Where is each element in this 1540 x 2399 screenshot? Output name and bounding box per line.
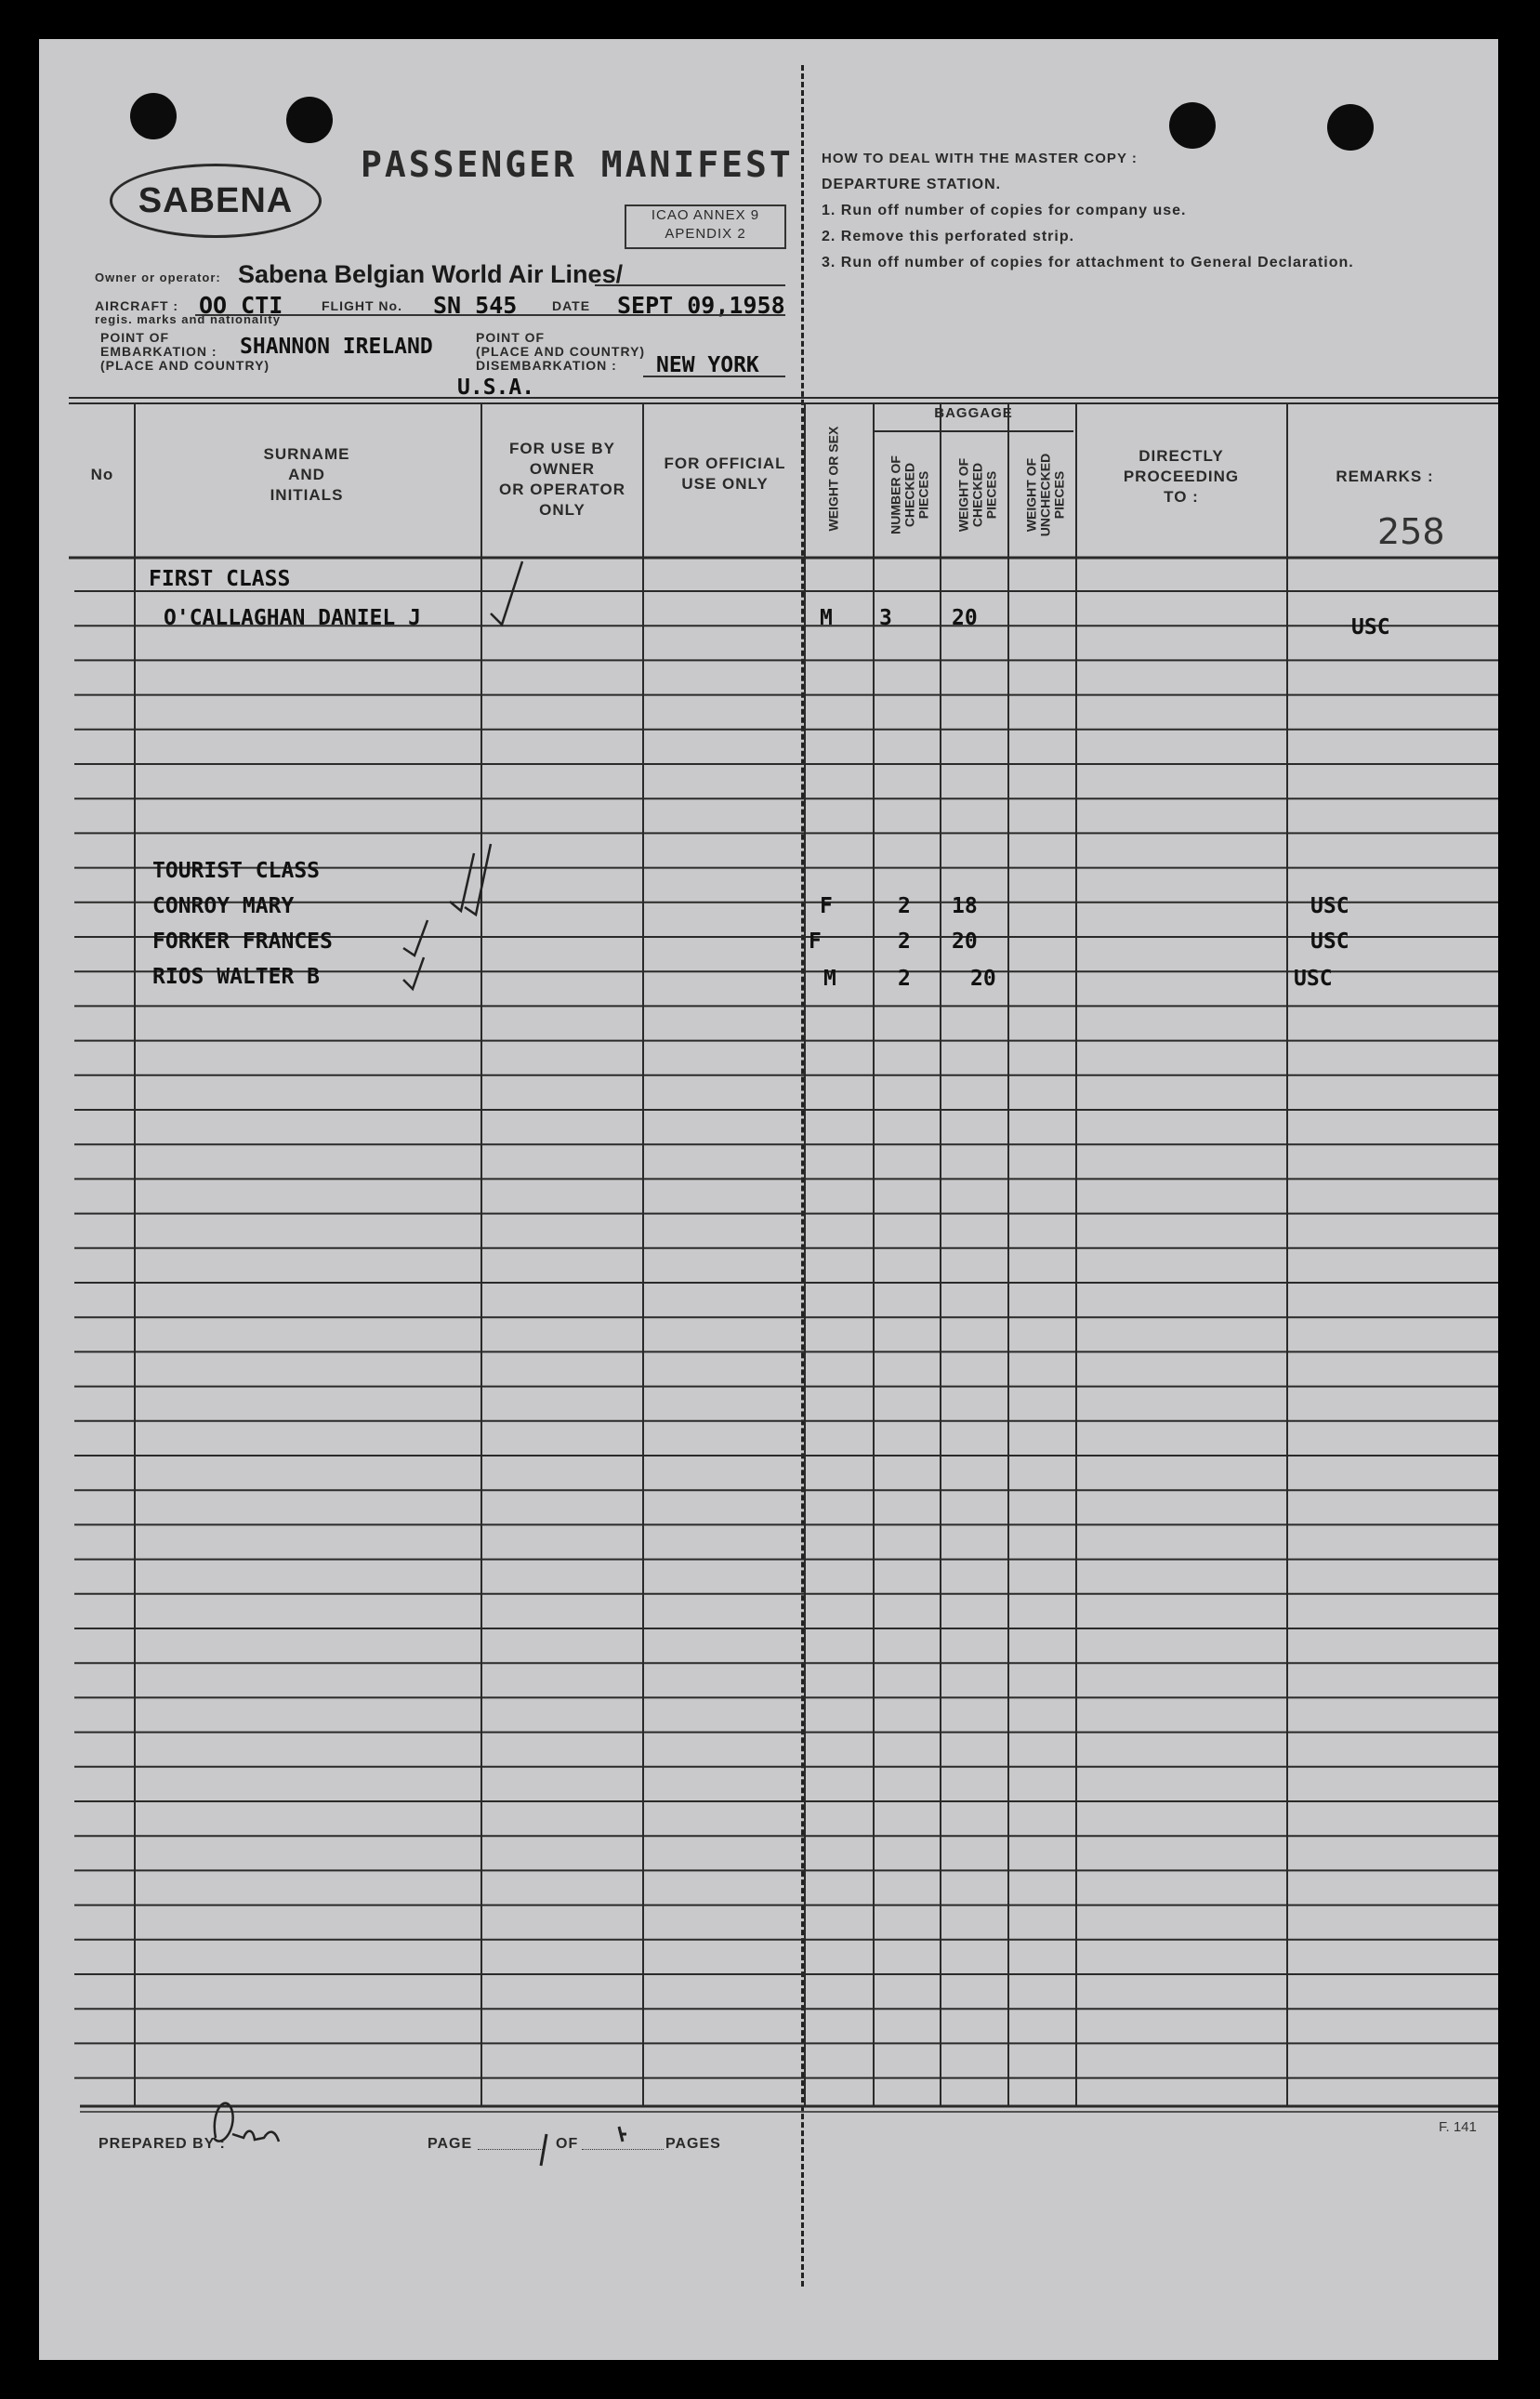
owner-label: Owner or operator:: [95, 270, 221, 284]
instructions-subheading: DEPARTURE STATION.: [822, 177, 1002, 192]
passenger-pieces: 2: [898, 894, 911, 918]
col-checked-weight-3: PIECES: [983, 470, 999, 520]
of-label: OF: [556, 2136, 579, 2152]
passenger-pieces: 2: [898, 967, 911, 991]
col-owner-use-4: ONLY: [539, 501, 586, 519]
passenger-sex: M: [823, 967, 836, 991]
passenger-sex: F: [820, 894, 833, 918]
col-checked-weight-1: WEIGHT OF: [955, 457, 971, 533]
check-mark-icon: [403, 920, 428, 956]
passenger-weight: 20: [952, 606, 978, 630]
passenger-remarks: USC: [1310, 929, 1349, 954]
date-label: DATE: [552, 298, 591, 313]
page-number-stamp: 258: [1377, 511, 1445, 552]
passenger-weight: 18: [952, 894, 978, 918]
col-surname-1: SURNAME: [263, 445, 350, 463]
col-no: No: [90, 466, 114, 483]
flight-value: SN 545: [433, 292, 518, 319]
aircraft-sublabel: regis. marks and nationality: [95, 312, 281, 326]
col-checked-num-2: CHECKED: [902, 462, 917, 528]
section-first-class: FIRST CLASS: [149, 567, 291, 591]
embark-label-2: EMBARKATION :: [100, 344, 217, 359]
form-code: F. 141: [1439, 2119, 1477, 2135]
col-owner-use-2: OWNER: [529, 460, 596, 478]
flight-label: FLIGHT No.: [322, 298, 402, 313]
aircraft-value: OO CTI: [199, 292, 283, 319]
check-mark-icon: [403, 957, 424, 989]
page-label: PAGE: [428, 2136, 473, 2152]
col-remarks: REMARKS :: [1336, 468, 1434, 485]
embark-label-3: (PLACE AND COUNTRY): [100, 358, 270, 373]
col-owner-use-1: FOR USE BY: [509, 440, 615, 457]
col-official-2: USE ONLY: [681, 475, 769, 493]
col-surname-3: INITIALS: [270, 486, 344, 504]
pages-label: PAGES: [665, 2136, 721, 2152]
sabena-logo: SABENA: [110, 164, 322, 238]
col-checked-num-3: PIECES: [915, 470, 931, 520]
passenger-remarks: USC: [1294, 967, 1333, 991]
icao-line-1: ICAO ANNEX 9: [651, 207, 760, 223]
owner-value: Sabena Belgian World Air Lines/: [238, 260, 624, 288]
instruction-step-3: 3. Run off number of copies for attachment to General Declaration.: [822, 255, 1354, 270]
prepared-by-label: PREPARED BY :: [99, 2136, 226, 2152]
page-title: PASSENGER MANIFEST: [361, 144, 794, 185]
section-tourist-class: TOURIST CLASS: [152, 859, 321, 883]
date-value: SEPT 09,1958: [617, 292, 785, 319]
disembark-label-2: (PLACE AND COUNTRY): [476, 344, 646, 359]
col-unchecked-weight-3: PIECES: [1051, 470, 1067, 520]
col-surname-2: AND: [288, 466, 325, 483]
passenger-name: RIOS WALTER B: [152, 965, 321, 989]
aircraft-label: AIRCRAFT :: [95, 298, 179, 313]
passenger-name: CONROY MARY: [152, 894, 295, 918]
embark-value: SHANNON IRELAND: [240, 335, 433, 359]
col-sex: WEIGHT OR SEX: [825, 426, 841, 532]
passenger-weight: 20: [952, 929, 978, 954]
embark-label-1: POINT OF: [100, 330, 170, 345]
passenger-remarks: USC: [1310, 894, 1349, 918]
passenger-sex: F: [809, 929, 822, 954]
passenger-pieces: 2: [898, 929, 911, 954]
icao-line-2: APENDIX 2: [665, 226, 746, 242]
page-total: [619, 2132, 626, 2147]
col-checked-num-1: NUMBER OF: [888, 455, 903, 534]
passenger-pieces: 3: [879, 606, 892, 630]
col-baggage: BAGGAGE: [934, 405, 1013, 421]
check-mark-icon: [491, 561, 522, 625]
check-mark-icon: [450, 853, 474, 911]
passenger-sex: M: [820, 606, 833, 630]
page-total-line: [582, 2149, 664, 2150]
page-num-line: [478, 2149, 543, 2150]
passenger-name: O'CALLAGHAN DANIEL J: [164, 606, 421, 630]
disembark-label-1: POINT OF: [476, 330, 546, 345]
disembark-value: NEW YORK: [656, 353, 759, 377]
disembark-label-3: DISEMBARKATION :: [476, 358, 617, 373]
page-num: [543, 2132, 550, 2147]
col-directly-2: PROCEEDING: [1123, 468, 1240, 485]
disembark-value-2: U.S.A.: [457, 376, 535, 400]
col-directly-3: TO :: [1164, 488, 1199, 506]
col-unchecked-weight-2: UNCHECKED: [1037, 453, 1053, 537]
instructions-heading: HOW TO DEAL WITH THE MASTER COPY :: [822, 151, 1138, 166]
passenger-remarks: USC: [1351, 615, 1390, 639]
instruction-step-2: 2. Remove this perforated strip.: [822, 229, 1075, 244]
passenger-name: FORKER FRANCES: [152, 929, 333, 954]
passenger-weight: 20: [970, 967, 996, 991]
col-directly-1: DIRECTLY: [1139, 447, 1224, 465]
instruction-step-1: 1. Run off number of copies for company use.: [822, 203, 1187, 218]
col-official-1: FOR OFFICIAL: [664, 455, 786, 472]
col-unchecked-weight-1: WEIGHT OF: [1023, 457, 1039, 533]
col-checked-weight-2: CHECKED: [969, 462, 985, 528]
col-owner-use-3: OR OPERATOR: [499, 481, 625, 498]
